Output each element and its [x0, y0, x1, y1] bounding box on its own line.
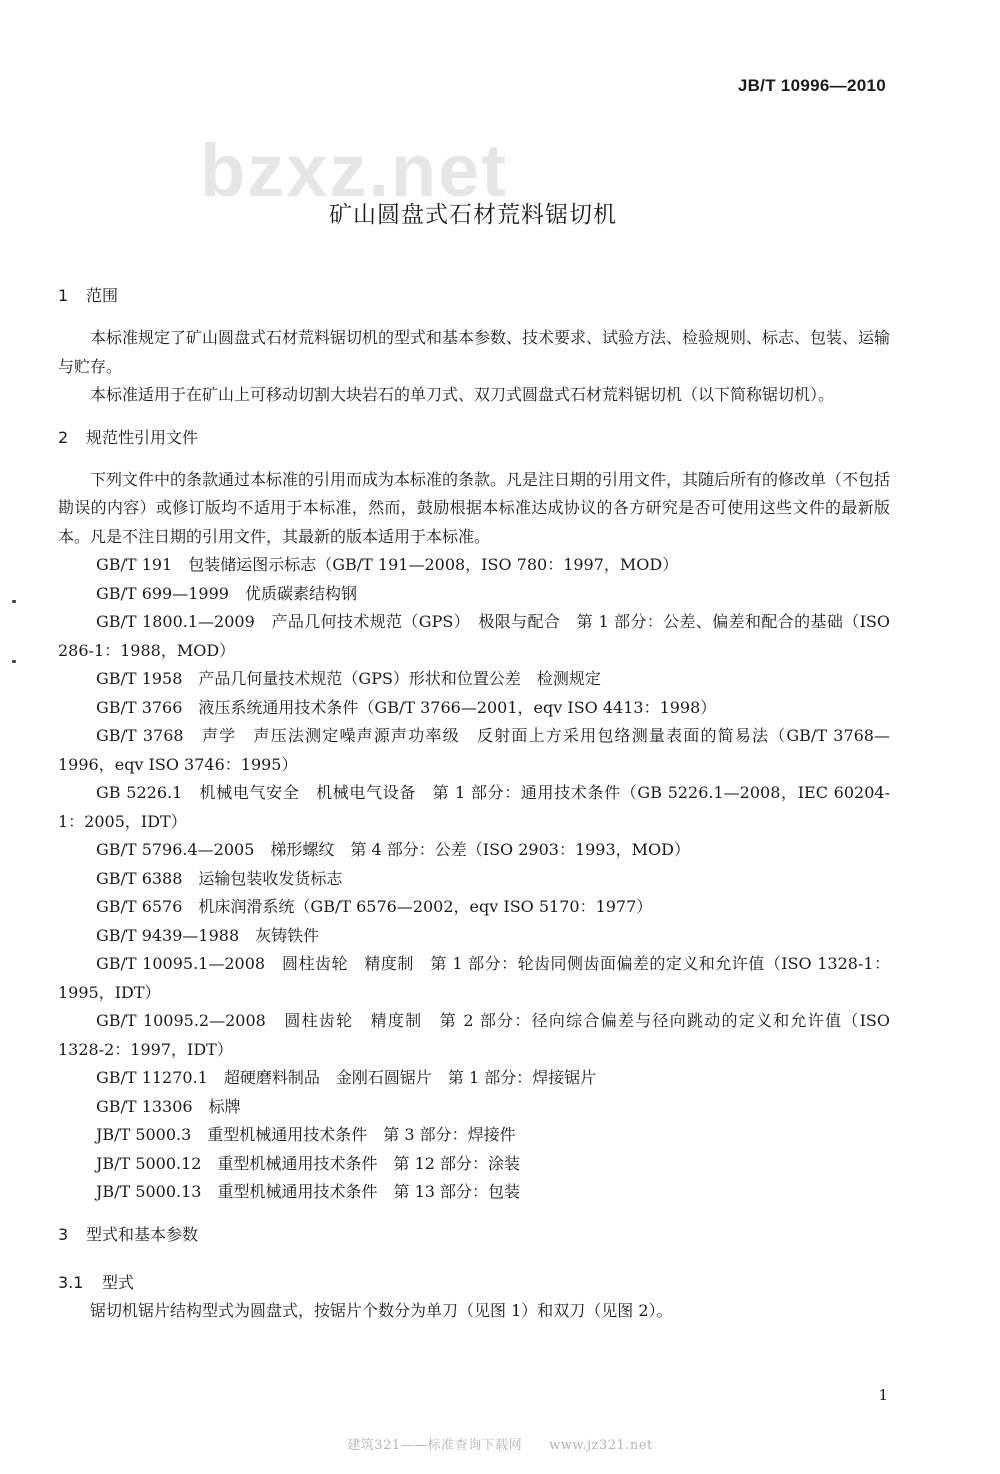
watermark: bzxz.net: [200, 129, 508, 212]
reference-item: GB/T 3768 声学 声压法测定噪声源声功率级 反射面上方采用包络测量表面的简易法（GB/T 3768—1996，eqv ISO 3746：1995）: [58, 726, 890, 774]
standard-code: JB/T 10996—2010: [737, 76, 886, 95]
document-body: [58, 282, 890, 1325]
section-title: 型式和基本参数: [86, 1224, 199, 1244]
page-number: 1: [878, 1386, 888, 1404]
reference-item: GB/T 13306 标牌: [96, 1096, 241, 1116]
paragraph: 本标准规定了矿山圆盘式石材荒料锯切机的型式和基本参数、技术要求、试验方法、检验规则、标志、包装、运输与贮存。: [58, 328, 891, 376]
reference-item: GB/T 6576 机床润滑系统（GB/T 6576—2002，eqv ISO 5170：1977）: [96, 897, 653, 916]
subsection-title: 型式: [102, 1272, 135, 1292]
section-number: 1: [58, 286, 69, 305]
reference-item: GB/T 6388 运输包装收发货标志: [96, 868, 343, 888]
reference-item: GB/T 699—1999 优质碳素结构钢: [96, 583, 357, 603]
reference-item: GB/T 11270.1 超硬磨料制品 金刚石圆锯片 第 1 部分：焊接锯片: [96, 1068, 597, 1087]
reference-item: GB/T 5796.4—2005 梯形螺纹 第 4 部分：公差（ISO 2903：1993，MOD）: [96, 840, 690, 859]
section-title: 范围: [86, 286, 119, 305]
reference-item: GB/T 10095.1—2008 圆柱齿轮 精度制 第 1 部分：轮齿同侧齿面偏差的定义和允许值（ISO 1328-1：1995，IDT）: [58, 954, 890, 1002]
footer-source: 建筑321——标准查询下载网 www.jz321.net: [347, 1438, 653, 1453]
reference-item: JB/T 5000.13 重型机械通用技术条件 第 13 部分：包装: [96, 1182, 521, 1201]
reference-item: GB/T 3766 液压系统通用技术条件（GB/T 3766—2001，eqv ISO 4413：1998）: [96, 697, 717, 717]
section-title: 规范性引用文件: [86, 427, 199, 447]
section-number: 2: [58, 427, 69, 447]
section-heading-types-and-parameters: [58, 1221, 890, 1249]
document-title: 矿山圆盘式石材荒料锯切机: [329, 202, 617, 228]
reference-item: GB/T 1958 产品几何量技术规范（GPS）形状和位置公差 检测规定: [96, 669, 601, 688]
reference-item: GB 5226.1 机械电气安全 机械电气设备 第 1 部分：通用技术条件（GB 5226.1—2008，IEC 60204-1：2005，IDT）: [58, 783, 890, 831]
reference-item: JB/T 5000.3 重型机械通用技术条件 第 3 部分：焊接件: [96, 1125, 516, 1144]
subsection-heading-types: [58, 1269, 890, 1297]
paragraph: 下列文件中的条款通过本标准的引用而成为本标准的条款。凡是注日期的引用文件，其随后所有的修改单（不包括勘误的内容）或修订版均不适用于本标准，然而，鼓励根据本标准达成协议的各方研究是否可使用这些文件的最新版本。凡是不注日期的引用文件，其最新的版本适用于本标准。: [58, 469, 891, 546]
subsection-number: 3.1: [58, 1272, 84, 1292]
scan-speck: [12, 600, 16, 603]
scan-speck: [12, 660, 16, 663]
section-heading-normative-references: [58, 424, 890, 452]
paragraph: 锯切机锯片结构型式为圆盘式，按锯片个数分为单刀（见图 1）和双刀（见图 2）。: [90, 1300, 673, 1320]
section-heading-scope: [58, 282, 890, 310]
reference-item: GB/T 10095.2—2008 圆柱齿轮 精度制 第 2 部分：径向综合偏差与径向跳动的定义和允许值（ISO 1328-2：1997，IDT）: [58, 1011, 890, 1059]
reference-item: JB/T 5000.12 重型机械通用技术条件 第 12 部分：涂装: [96, 1153, 521, 1173]
section-number: 3: [58, 1224, 69, 1244]
paragraph: 本标准适用于在矿山上可移动切割大块岩石的单刀式、双刀式圆盘式石材荒料锯切机（以下简称锯切机）。: [90, 385, 835, 404]
reference-item: GB/T 9439—1988 灰铸铁件: [96, 925, 320, 945]
reference-item: GB/T 1800.1—2009 产品几何技术规范（GPS） 极限与配合 第 1 部分：公差、偏差和配合的基础（ISO 286-1：1988，MOD）: [58, 612, 890, 660]
reference-item: GB/T 191 包装储运图示标志（GB/T 191—2008，ISO 780：1997，MOD）: [96, 555, 679, 574]
